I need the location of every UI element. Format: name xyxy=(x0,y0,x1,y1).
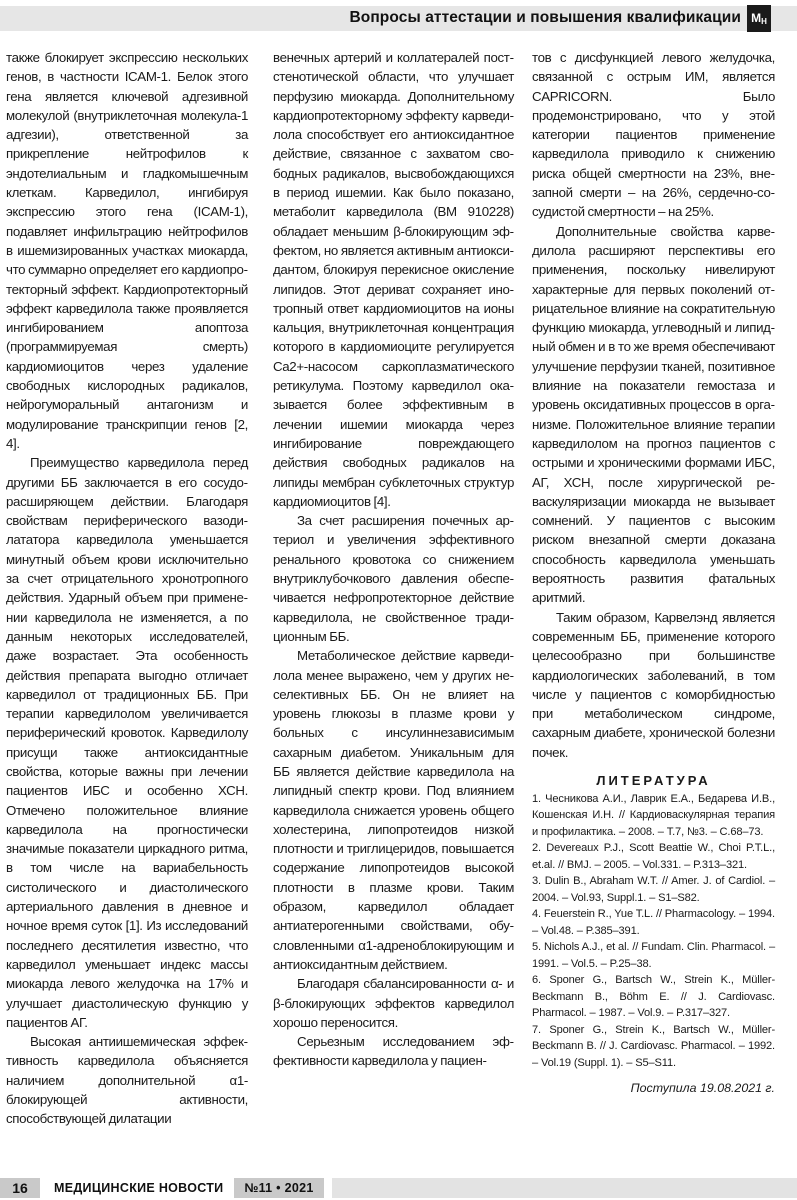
paragraph: Благодаря сбалансированности α- и β-блокирующих эффектов карведилол хорошо переносится. xyxy=(273,976,514,1030)
paragraph: Метаболическое действие карведилола менее выражено, чем у других неселективных ББ. Он не влияет на уровень глюкозы в плазме крови у больных с инсулиннезависимым сахарным диабетом. Уникальным для ББ является действие карведилола на липидный спектр крови. Под влиянием карведилола снижается уровень общего холестерина, липопротеидов низкой плотности и триглицеридов, повышается содержание липопротеидов высокой плотности в плазме крови. Таким образом, карведилол обладает антиатерогенными свойствами, обусловленными α1-адреноблокирующим и антиоксидантным действием. xyxy=(273,648,514,972)
reference-item: 3. Dulin B., Abraham W.T. // Amer. J. of Cardiol. – 2004. – Vol.93, Suppl.1. – S1–S82. xyxy=(532,875,775,904)
paragraph: За счет расширения почечных артериол и увеличения эффективного ренального кровотока со снижением внутриклубочкового давления обеспечивается нефропротекторное действие карведилола, не свойственное традиционным ББ. xyxy=(273,513,514,644)
reference-item: 6. Sponer G., Bartsch W., Strein K., Müller-Beckmann B., Böhm E. // J. Cardiovasc. Pharmacol. – 1987. – Vol.9. – P.317–327. xyxy=(532,974,775,1020)
logo-sub: Н xyxy=(761,17,767,26)
received-date: Поступила 19.08.2021 г. xyxy=(630,1081,775,1096)
paragraph: тов с дисфункцией левого желудочка, связанной с острым ИМ, является CAPRICORN. Было продемонстрировано, что у этой категории пациентов применение карведилола приводило к снижению риска общей смертности на 23%, внезапной смерти – на 26%, сердечно-сосудистой смертности – на 25%. xyxy=(532,50,775,220)
issue-number: №11 • 2021 xyxy=(234,1178,324,1198)
reference-item: 5. Nichols A.J., et al. // Fundam. Clin. Pharmacol. – 1991. – Vol.5. – P.25–38. xyxy=(532,941,775,970)
text-column-3 xyxy=(532,48,775,1097)
paragraph: Высокая антиишемическая эффективность карведилола объясняется наличием дополнительной α1-блокирующей активности, способствующей дилатации xyxy=(6,1034,248,1127)
text-column-2 xyxy=(273,48,514,1071)
footer-bar xyxy=(332,1178,797,1198)
reference-list xyxy=(532,791,775,1072)
page-header xyxy=(0,0,797,37)
literature-heading: ЛИТЕРАТУРА xyxy=(596,772,711,788)
reference-item: 1. Чесникова А.И., Лаврик Е.А., Бедарева И.В., Кошенская И.Н. // Кардиоваскулярная терапия и профилактика. – 2008. – Т.7, №3. – С.68–73. xyxy=(532,792,775,838)
journal-name: МЕДИЦИНСКИЕ НОВОСТИ xyxy=(54,1181,224,1195)
paragraph: Таким образом, Карвелэнд является современным ББ, применение которого целесообразно при большинстве кардиологических заболеваний, в том числе у пациентов с коморбидностью при метаболическом синдроме, сахарным диабете, хронической болезни почек. xyxy=(532,609,775,760)
paragraph: Серьезным исследованием эффективности карведилола у пациен- xyxy=(273,1034,514,1069)
journal-logo xyxy=(747,5,771,32)
paragraph: также блокирует экспрессию нескольких генов, в частности ICAM-1. Белок этого гена является ключевой адгезивной молекулой (внутриклеточная молекула-1 адгезии), ответственной за прикрепление нейтрофилов к эндотелиальным и гладкомышечным клеткам. Карведилол, ингибируя экспрессию этого гена (ICAM-1), подавляет инфильтрацию нейтрофилов в ишемизированных участках миокарда, что суммарно определяет его кардиопротекторный эффект. Кардиопротекторный эффект карведилола также проявляется ингибированием апоптоза (программируемая смерть) кардиомиоцитов через удаление свободных кислородных радикалов, нейрогуморальный антагонизм и модулирование транскрипции генов [2, 4]. xyxy=(6,50,248,451)
paragraph: Дополнительные свойства карведилола расширяют перспективы его применения, поскольку нивелируют характерные для первых поколений отрицательное влияние на сократительную функцию миокарда, углеводный и липидный обмен и в то же время обеспечивают улучшение перфузии тканей, позитивное влияние на показатели гемостаза и уровень оксидативных процессов в организме. Положительное влияние терапии карведилолом на прогноз пациентов с острыми и хроническими формами ИБС, АГ, ХСН, после хирургической реваскуляризации миокарда не вызывает сомнений. У пациентов с высоким риском внезапной смерти доказана способность карведилола уменьшать вероятность развития фатальных аритмий. xyxy=(532,223,775,606)
logo-main: М xyxy=(751,11,762,25)
page-number: 16 xyxy=(0,1178,40,1198)
reference-item: 2. Devereaux P.J., Scott Beattie W., Choi P.T.L., et.al. // BMJ. – 2005. – Vol.331. – P.313–321. xyxy=(532,842,775,871)
text-column-1 xyxy=(6,48,248,1129)
paragraph: Преимущество карведилола перед другими ББ заключается в его сосудорасширяющем действии. Благодаря свойствам периферического вазодилататора карведилола уменьшается минутный объем крови исключительно за счет отрицательного хронотропного действия. Ударный объем при применении карведилола не изменяется, а по данным некоторых исследователей, даже возрастает. Эта особенность действия препарата выгодно отличает карведилол от традиционных ББ. При терапии карведилолом увеличивается периферический кровоток. Карведилолу присущи также антиоксидантные свойства, которые важны при лечении пациентов ИБС и особенно ХСН. Отмечено положительное влияние карведилола на прогностически значимые показатели циркадного ритма, в том числе на вариабельность систолического и диастолического артериального давления в дневное и ночное время суток [1]. Из исследований последнего десятилетия известно, что карведилол уменьшает индекс массы миокарда левого желудочка на 17% и улучшает диастолическую функцию у пациентов АГ. xyxy=(6,455,248,1030)
reference-item: 4. Feuerstein R., Yue T.L. // Pharmacology. – 1994. – Vol.48. – P.385–391. xyxy=(532,908,775,937)
page-footer xyxy=(0,1174,797,1200)
section-title: Вопросы аттестации и повышения квалификации xyxy=(349,9,741,26)
paragraph: венечных артерий и коллатералей постстенотической области, что улучшает перфузию миокарда. Дополнительному кардиопротекторному эффекту карведилола способствует его антиоксидантное действие, связанное с захватом свободных радикалов, высвобождающихся в период ишемии. Как было показано, метаболит карведилола (BM 910228) обладает меньшим β-блокирующим эффектом, но является активным антиоксидантом, блокируя перекисное окисление липидов. Этот дериват сохраняет инотропный ответ кардиомиоцитов на ионы кальция, внутриклеточная концентрация которого в кардиомиоците регулируется Ca2+-насосом саркоплазматического ретикулума. Поэтому карведилол оказывается более эффективным в лечении ишемии миокарда через ингибирование повреждающего действия свободных радикалов на липиды мембран субклеточных структур кардиомиоцитов [4]. xyxy=(273,50,514,509)
reference-item: 7. Sponer G., Strein K., Bartsch W., Müller-Beckmann B. // J. Cardiovasc. Pharmacol. – 1992. – Vol.19 (Suppl. 1). – S5–S11. xyxy=(532,1023,775,1069)
